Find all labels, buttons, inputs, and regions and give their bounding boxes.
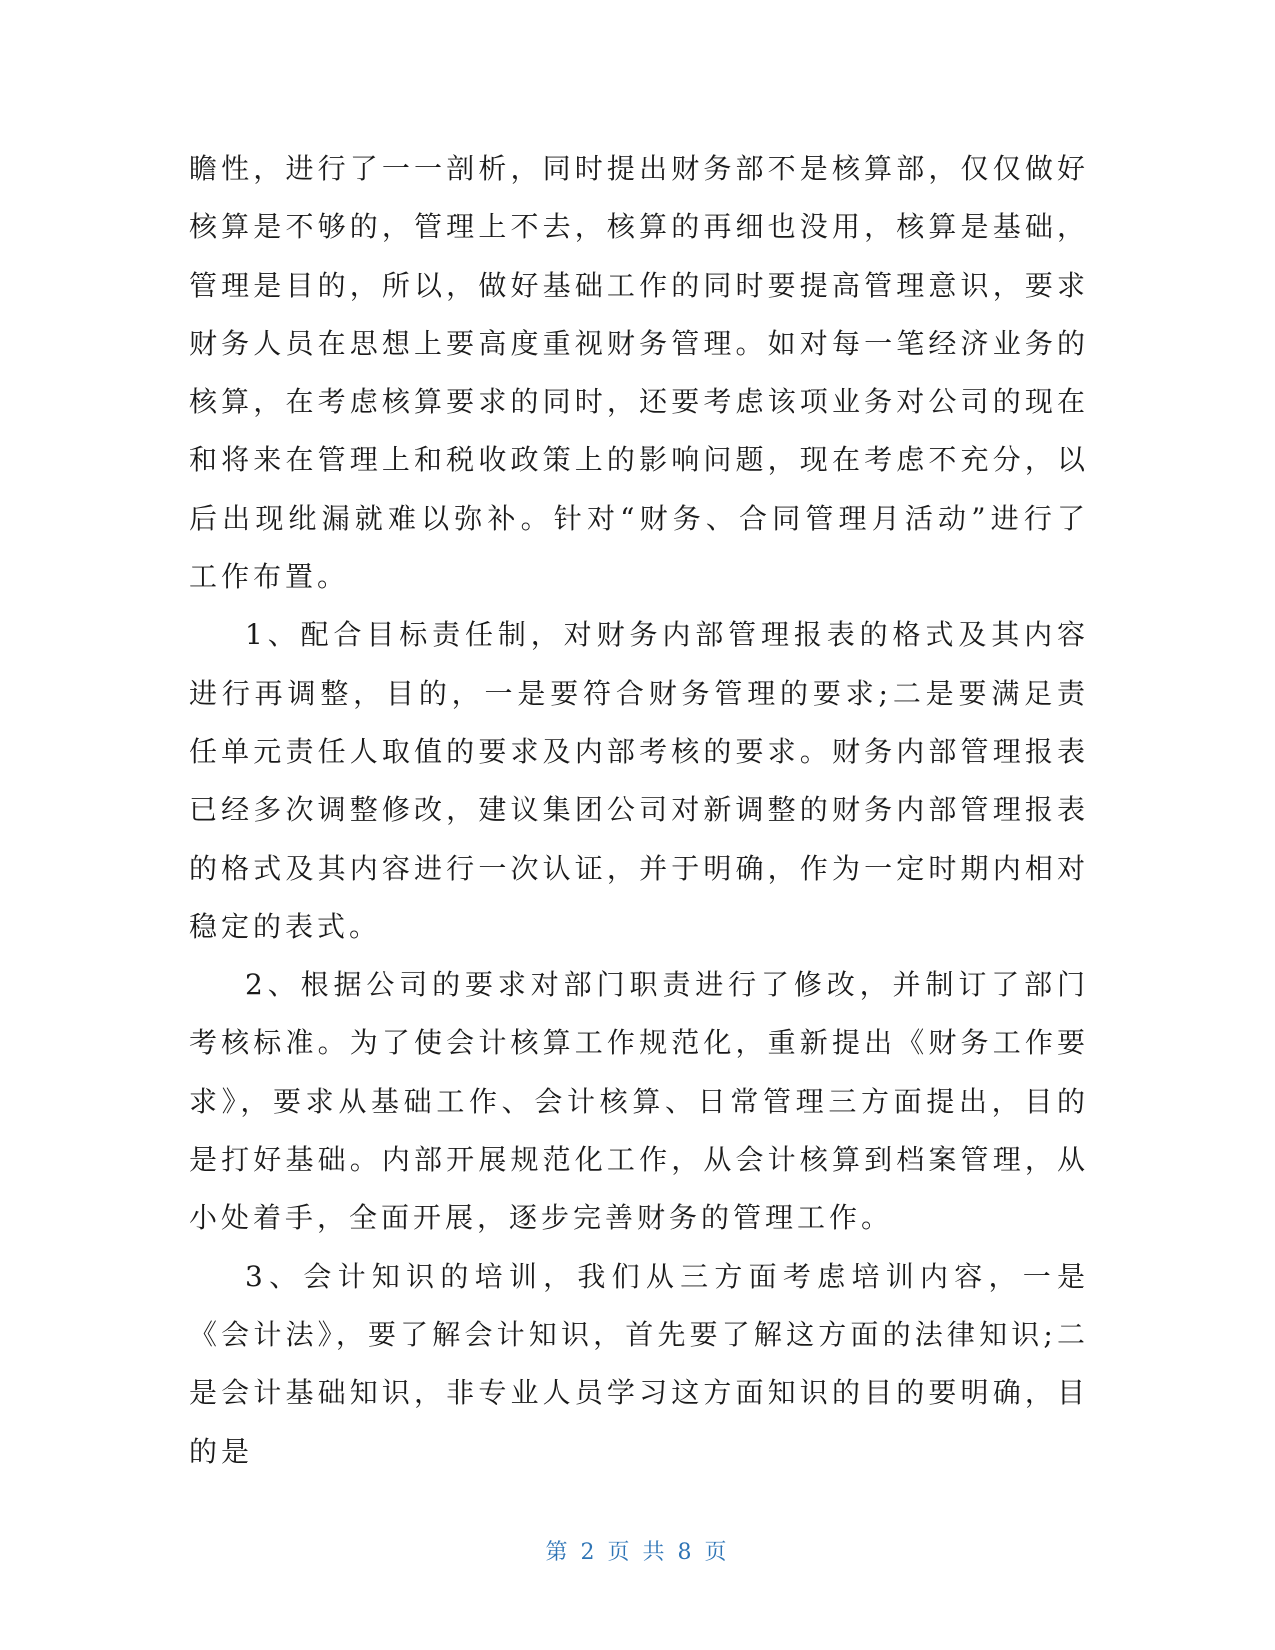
footer-prefix: 第 xyxy=(545,1540,571,1565)
paragraph-item-2: 2、根据公司的要求对部门职责进行了修改，并制订了部门考核标准。为了使会计核算工作规范化，重新提出《财务工作要求》，要求从基础工作、会计核算、日常管理三方面提出，目的是打好基础。内部开展规范化工作，从会计核算到档案管理，从小处着手，全面开展，逐步完善财务的管理工作。 xyxy=(189,968,1089,1235)
paragraph-item-1: 1、配合目标责任制，对财务内部管理报表的格式及其内容进行再调整，目的，一是要符合财务管理的要求;二是要满足责任单元责任人取值的要求及内部考核的要求。财务内部管理报表已经多次调整修改，建议集团公司对新调整的财务内部管理报表的格式及其内容进行一次认证，并于明确，作为一定时期内相对稳定的表式。 xyxy=(189,618,1089,943)
footer-current-page: 2 xyxy=(580,1540,598,1565)
footer-suffix: 页 xyxy=(704,1540,730,1565)
footer-total-pages: 8 xyxy=(677,1540,695,1565)
footer-middle: 页 共 xyxy=(607,1540,668,1565)
paragraph-item-3: 3、会计知识的培训，我们从三方面考虑培训内容，一是《会计法》，要了解会计知识，首先要了解这方面的法律知识;二是会计基础知识，非专业人员学习这方面知识的目的要明确，目的是 xyxy=(189,1259,1089,1468)
page-footer xyxy=(0,1535,1275,1566)
document-body xyxy=(189,140,1089,1481)
paragraph-continuation: 瞻性，进行了一一剖析，同时提出财务部不是核算部，仅仅做好核算是不够的，管理上不去，核算的再细也没用，核算是基础，管理是目的，所以，做好基础工作的同时要提高管理意识，要求财务人员在思想上要高度重视财务管理。如对每一笔经济业务的核算，在考虑核算要求的同时，还要考虑该项业务对公司的现在和将来在管理上和税收政策上的影响问题，现在考虑不充分，以后出现纰漏就难以弥补。针对“财务、合同管理月活动”进行了工作布置。 xyxy=(189,152,1089,594)
